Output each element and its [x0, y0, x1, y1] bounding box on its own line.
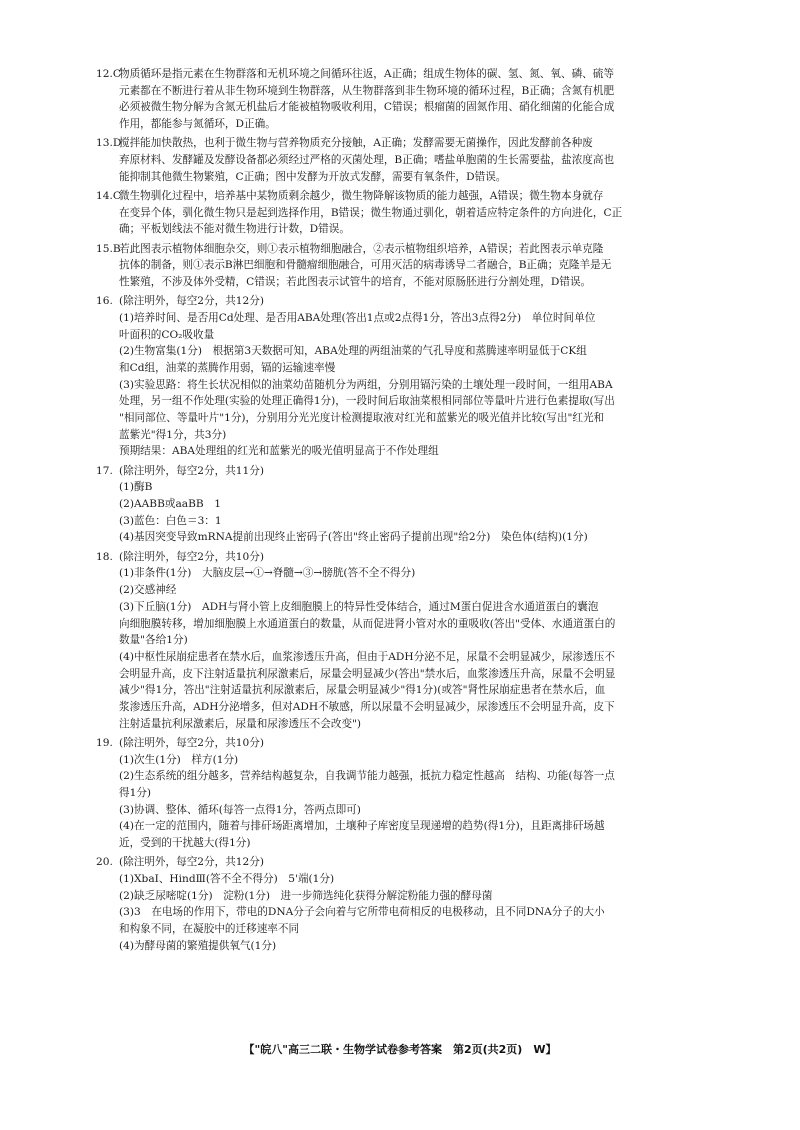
question-line [96, 327, 726, 344]
line-text: (除注明外，每空2分，共12分) [119, 295, 265, 308]
question-line [96, 513, 726, 530]
question-20 [96, 854, 726, 954]
question-line [96, 699, 726, 716]
line-text: (3)实验思路：将生长状况相似的油菜幼苗随机分为两组，分别用镉污染的土壤处理一段时间，一组用ABA [119, 378, 613, 391]
line-text: (除注明外，每空2分，共12分) [119, 856, 265, 869]
line-text: (2)缺乏尿嘧啶(1分) 淀粉(1分) 进一步筛选纯化获得分解淀粉能力强的酵母菌 [119, 889, 493, 902]
line-text: "相同部位、等量叶片"1分)，分别用分光光度计检测提取液对红光和蓝紫光的吸光值并比较(写出"红光和 [119, 412, 605, 425]
question-line [96, 871, 726, 888]
line-text: 减少"得1分，答出"注射适量抗利尿激素后，尿量会明显减少"得1分)(或答"肾性尿崩症患者在禁水后，血 [119, 684, 606, 697]
line-text: (4)在一定的范围内，随着与排矸场距离增加，土壤种子库密度呈现递增的趋势(得1分)，且距离排矸场越 [119, 820, 605, 833]
question-line [96, 649, 726, 666]
line-text: 物质循环是指元素在生物群落和无机环境之间循环往返，A正确；组成生物体的碳、氢、氮、氧、磷、硫等 [119, 68, 614, 80]
question-line [96, 921, 726, 938]
line-text: (4)中枢性尿崩症患者在禁水后，血浆渗透压升高，但由于ADH分泌不足，尿量不会明显减少，尿渗透压不 [119, 650, 615, 663]
line-text: (1)次生(1分) 样方(1分) [119, 753, 239, 766]
line-text: 确；平板划线法不能对微生物进行计数，D错误。 [119, 223, 350, 236]
line-text: 搅拌能加快散热，也利于微生物与营养物质充分接触，A正确；发酵需要无菌操作，因此发酵前各种废 [119, 137, 593, 150]
question-line [96, 377, 726, 394]
line-text: (1)培养时间、是否用Cd处理、是否用ABA处理(答出1点或2点得1分，答出3点得2分) 单位时间单位 [119, 311, 596, 324]
question-18 [96, 549, 726, 733]
line-text: 和构象不同，在凝胶中的迁移速率不同 [119, 923, 300, 936]
question-number: 16. [96, 295, 113, 308]
question-line [96, 716, 726, 733]
line-text: 近，受到的干扰越大(得1分) [119, 837, 251, 850]
line-text: 抗体的制备，则①表示B淋巴细胞和骨髓瘤细胞融合，可用灭活的病毒诱导二者融合，B正确；克隆羊是无 [119, 259, 612, 272]
question-line [96, 99, 726, 116]
line-text: 会明显升高，皮下注射适量抗利尿激素后，尿量会明显减少(答出"禁水后，血浆渗透压升高，尿量不会明显 [119, 667, 616, 680]
question-line [96, 83, 726, 100]
question-number: 17. [96, 464, 113, 477]
question-15 [96, 241, 726, 291]
line-text: 和Cd组，油菜的蒸腾作用弱，镉的运输速率慢 [119, 361, 336, 374]
line-text: (2)生物富集(1分) 根据第3天数据可知，ABA处理的两组油菜的气孔导度和蒸腾速率明显低于CK组 [119, 345, 587, 358]
question-line [96, 116, 726, 133]
question-line [96, 818, 726, 835]
question-line [96, 360, 726, 377]
line-text: 在变异个体，驯化微生物只是起到选择作用，B错误；微生物通过驯化，朝着适应特定条件的方向进化，C正 [119, 206, 623, 219]
question-line [96, 599, 726, 616]
question-number: 12.C [96, 68, 121, 80]
question-19 [96, 735, 726, 852]
question-line [96, 616, 726, 633]
question-number: 19. [96, 736, 113, 749]
question-number: 18. [96, 550, 113, 563]
question-line [96, 768, 726, 785]
question-first-line [96, 549, 726, 566]
answer-content [96, 66, 726, 957]
question-12 [96, 66, 726, 133]
question-line [96, 410, 726, 427]
line-text: (1)酶B [119, 481, 153, 494]
line-text: 性繁殖，不涉及体外受精，C错误；若此图表示试管牛的培育，不能对原肠胚进行分割处理，D错误。 [119, 275, 592, 288]
line-text: (3)协调、整体、循环(每答一点得1分，答两点即可) [119, 803, 361, 816]
line-text: (3)3 在电场的作用下，带电的DNA分子会向着与它所带电荷相反的电极移动，且不同DNA分子的大小 [119, 906, 605, 919]
question-number: 13.D [96, 137, 122, 150]
question-first-line [96, 735, 726, 752]
line-text: (1)非条件(1分) 大脑皮层→①→脊髓→③→膀胱(答不全不得分) [119, 567, 416, 580]
question-16 [96, 293, 726, 460]
question-first-line [96, 135, 726, 152]
question-line [96, 938, 726, 955]
question-line [96, 666, 726, 683]
line-text: 作用，都能参与氮循环，D正确。 [119, 118, 276, 131]
question-line [96, 529, 726, 546]
question-line [96, 152, 726, 169]
question-line [96, 888, 726, 905]
question-line [96, 802, 726, 819]
question-first-line [96, 854, 726, 871]
question-first-line [96, 66, 726, 83]
line-text: (3)蓝色：白色＝3：1 [119, 514, 222, 527]
question-line [96, 205, 726, 222]
question-line [96, 904, 726, 921]
question-number: 20. [96, 856, 113, 869]
line-text: 浆渗透压升高，ADH分泌增多，但对ADH不敏感，所以尿量不会明显减少，尿渗透压不会明显升高，皮下 [119, 701, 615, 714]
question-number: 14.C [96, 189, 121, 202]
question-line [96, 169, 726, 186]
question-first-line [96, 293, 726, 310]
line-text: 向细胞膜转移，增加细胞膜上水通道蛋白的数量，从而促进肾小管对水的重吸收(答出"受体、水通道蛋白的 [119, 617, 616, 630]
line-text: (2)交感神经 [119, 584, 177, 597]
line-text: 处理，另一组不作处理(实验的处理正确得1分)，一段时间后取油菜根相同部位等量叶片进行色素提取(写出 [119, 395, 615, 408]
question-line [96, 752, 726, 769]
question-line [96, 785, 726, 802]
question-13 [96, 135, 726, 185]
question-line [96, 393, 726, 410]
question-first-line [96, 463, 726, 480]
question-line [96, 682, 726, 699]
page-footer: 【"皖八"高三二联・生物学试卷参考答案 第2页(共2页) W】 [243, 1043, 557, 1056]
question-line [96, 565, 726, 582]
line-text: 弃原材料、发酵罐及发酵设备都必须经过严格的灭菌处理，B正确；嗜盐单胞菌的生长需要盐，盐浓度高也 [119, 154, 615, 167]
line-text: (4)基因突变导致mRNA提前出现终止密码子(答出"终止密码子提前出现"给2分) 染色体(结构)(1分) [119, 531, 588, 544]
line-text: 能抑制其他微生物繁殖，C正确；图中发酵为开放式发酵，需要有氧条件，D错误。 [119, 170, 507, 183]
question-line [96, 427, 726, 444]
line-text: 注射适量抗利尿激素后，尿量和尿渗透压不会改变") [119, 717, 362, 730]
question-line [96, 582, 726, 599]
question-line [96, 257, 726, 274]
question-14 [96, 188, 726, 238]
question-line [96, 496, 726, 513]
question-number: 15.B [96, 242, 121, 255]
line-text: 得1分) [119, 787, 152, 800]
line-text: (1)XbaⅠ、HindⅢ(答不全不得分) 5'端(1分) [119, 873, 335, 886]
line-text: 叶面积的CO₂吸收量 [119, 328, 215, 341]
line-text: (2)生态系统的组分越多，营养结构越复杂，自我调节能力越强，抵抗力稳定性越高 结构、功能(每答一点 [119, 770, 615, 783]
question-17 [96, 463, 726, 547]
question-first-line [96, 188, 726, 205]
question-line [96, 443, 726, 460]
line-text: 微生物驯化过程中，培养基中某物质剩余越少，微生物降解该物质的能力越强，A错误；微生物本身就存 [119, 189, 604, 202]
question-line [96, 632, 726, 649]
line-text: 蓝紫光"得1分，共3分) [119, 428, 227, 441]
line-text: 必须被微生物分解为含氮无机盐后才能被植物吸收利用，C错误；根瘤菌的固氮作用、硝化细菌的化能合成 [119, 101, 615, 114]
line-text: 若此图表示植物体细胞杂交，则①表示植物细胞融合，②表示植物组织培养，A错误；若此图表示单克隆 [119, 242, 604, 255]
line-text: (2)AABB或aaBB 1 [119, 498, 222, 511]
line-text: (4)为酵母菌的繁殖提供氧气(1分) [119, 939, 277, 952]
question-line [96, 274, 726, 291]
question-line [96, 479, 726, 496]
question-line [96, 835, 726, 852]
line-text: 预期结果：ABA处理组的红光和蓝紫光的吸光值明显高于不作处理组 [119, 445, 439, 458]
line-text: (除注明外，每空2分，共10分) [119, 736, 265, 749]
line-text: 数量"各给1分) [119, 634, 188, 647]
line-text: (除注明外，每空2分，共11分) [119, 464, 265, 477]
line-text: (3)下丘脑(1分) ADH与肾小管上皮细胞膜上的特异性受体结合，通过M蛋白促进含水通道蛋白的囊泡 [119, 600, 599, 613]
question-line [96, 310, 726, 327]
line-text: (除注明外，每空2分，共10分) [119, 550, 265, 563]
question-first-line [96, 241, 726, 258]
line-text: 元素都在不断进行着从非生物环境到生物群落，从生物群落到非生物环境的循环过程，B正确；含氮有机肥 [119, 84, 615, 97]
question-line [96, 221, 726, 238]
question-line [96, 343, 726, 360]
